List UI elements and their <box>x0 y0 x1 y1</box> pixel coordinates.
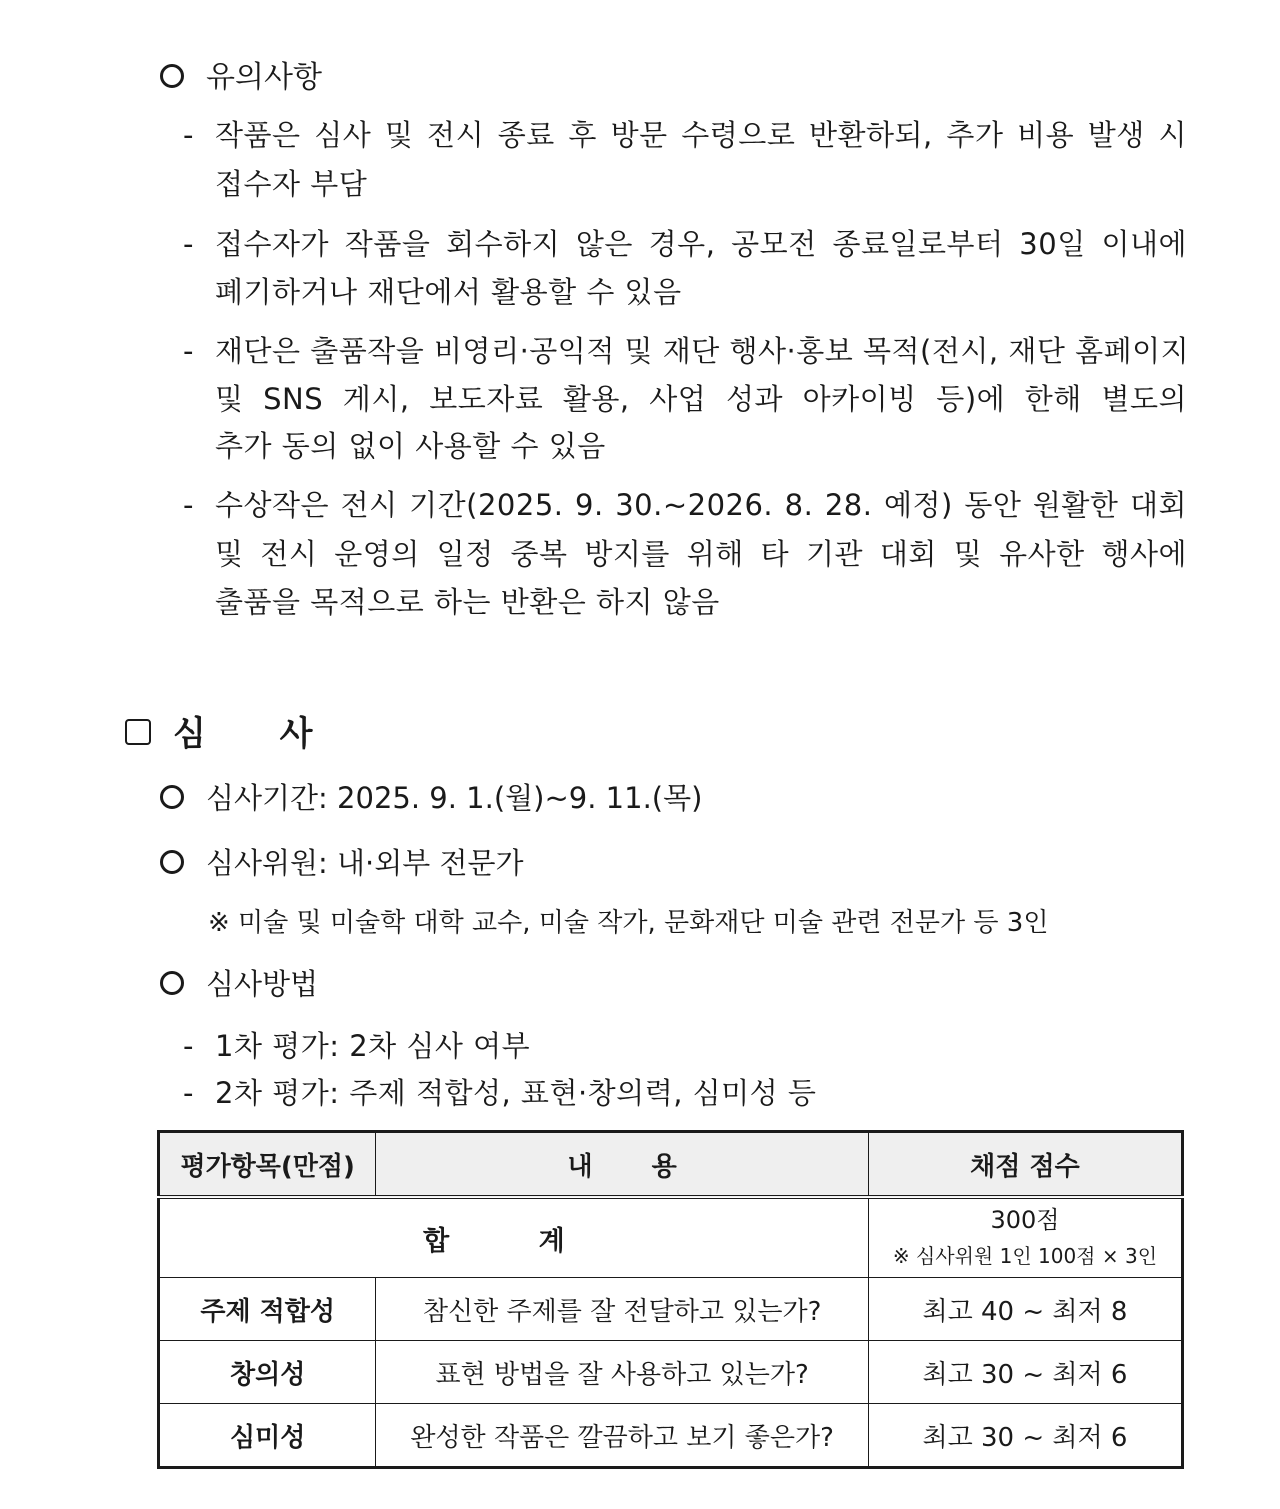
notes-heading <box>160 52 322 96</box>
review-period <box>160 776 702 817</box>
notes-item-line: 접수자가 작품을 회수하지 않은 경우, 공모전 종료일로부터 30일 이내에 <box>215 227 1187 261</box>
review-period-text: 심사기간: 2025. 9. 1.(월)~9. 11.(목) <box>206 781 703 815</box>
notes-item-line: 추가 동의 없이 사용할 수 있음 <box>215 429 606 463</box>
dash-bullet: - <box>183 1076 194 1110</box>
review-method-item <box>183 1024 530 1065</box>
notes-item <box>183 483 1187 524</box>
notes-item-line-text: 및 전시 운영의 일정 중복 방지를 위해 타 기관 대회 및 유사한 행사에 <box>215 537 1187 571</box>
row-item: 창의성 <box>159 1341 376 1404</box>
dash-bullet: - <box>183 488 194 522</box>
total-score-cell <box>868 1197 1182 1278</box>
notes-item-line-text: 및 SNS 게시, 보도자료 활용, 사업 성과 아카이빙 등)에 한해 별도의 <box>215 382 1187 416</box>
row-score: 최고 40 ~ 최저 8 <box>868 1278 1182 1341</box>
row-content: 완성한 작품은 깔끔하고 보기 좋은가? <box>376 1404 868 1468</box>
row-content: 표현 방법을 잘 사용하고 있는가? <box>376 1341 868 1404</box>
review-method-heading-text: 심사방법 <box>206 967 319 1001</box>
notes-heading-text: 유의사항 <box>206 60 322 95</box>
row-item: 주제 적합성 <box>159 1278 376 1341</box>
header-cell-content: 내 용 <box>376 1132 868 1198</box>
total-score-note: ※ 심사위원 1인 100점 × 3인 <box>892 1244 1158 1268</box>
review-method-item-text: 2차 평가: 주제 적합성, 표현·창의력, 심미성 등 <box>215 1076 817 1110</box>
circle-bullet-icon <box>160 971 184 995</box>
table-row <box>159 1341 1183 1404</box>
score-table-header-row <box>159 1132 1183 1198</box>
review-judges-note: ※ 미술 및 미술학 대학 교수, 미술 작가, 문화재단 미술 관련 전문가 등 3인 <box>208 908 1049 938</box>
row-score: 최고 30 ~ 최저 6 <box>868 1404 1182 1468</box>
notes-item <box>183 329 1190 370</box>
row-item: 심미성 <box>159 1404 376 1468</box>
circle-bullet-icon <box>160 850 184 874</box>
notes-item <box>183 113 1187 154</box>
review-method-item <box>183 1071 816 1112</box>
notes-item-line <box>215 532 1187 573</box>
notes-item-line: 재단은 출품작을 비영리·공익적 및 재단 행사·홍보 목적(전시, 재단 홈페이지 <box>215 334 1190 368</box>
circle-bullet-icon <box>160 64 184 88</box>
review-judges <box>160 841 524 882</box>
dash-bullet: - <box>183 1029 194 1063</box>
header-cell-score: 채점 점수 <box>868 1132 1182 1198</box>
notes-item-line: 작품은 심사 및 전시 종료 후 방문 수령으로 반환하되, 추가 비용 발생 시 <box>215 118 1187 152</box>
header-cell-item: 평가항목(만점) <box>159 1132 376 1198</box>
notes-item-line: 접수자 부담 <box>215 167 368 201</box>
dash-bullet: - <box>183 227 194 261</box>
row-content: 참신한 주제를 잘 전달하고 있는가? <box>376 1278 868 1341</box>
review-method-heading <box>160 962 318 1003</box>
review-section-title <box>125 706 313 755</box>
notes-item-line: 수상작은 전시 기간(2025. 9. 30.~2026. 8. 28. 예정) 동안 원활한 대회 <box>215 488 1187 522</box>
dash-bullet: - <box>183 334 194 368</box>
notes-item-line: 폐기하거나 재단에서 활용할 수 있음 <box>215 275 682 309</box>
review-method-item-text: 1차 평가: 2차 심사 여부 <box>215 1029 531 1063</box>
table-row <box>159 1278 1183 1341</box>
dash-bullet: - <box>183 118 194 152</box>
circle-bullet-icon <box>160 785 184 809</box>
notes-item-line: 출품을 목적으로 하는 반환은 하지 않음 <box>215 585 720 619</box>
total-score: 300점 <box>990 1206 1060 1234</box>
notes-item-line <box>215 377 1187 418</box>
square-bullet-icon <box>125 719 151 745</box>
score-table <box>157 1130 1184 1469</box>
score-table-total-row <box>159 1197 1183 1278</box>
total-label: 합 계 <box>159 1197 869 1278</box>
row-score: 최고 30 ~ 최저 6 <box>868 1341 1182 1404</box>
review-judges-text: 심사위원: 내·외부 전문가 <box>206 846 524 880</box>
notes-item <box>183 222 1187 263</box>
review-section-title-text: 심 사 <box>173 714 313 754</box>
table-row <box>159 1404 1183 1468</box>
